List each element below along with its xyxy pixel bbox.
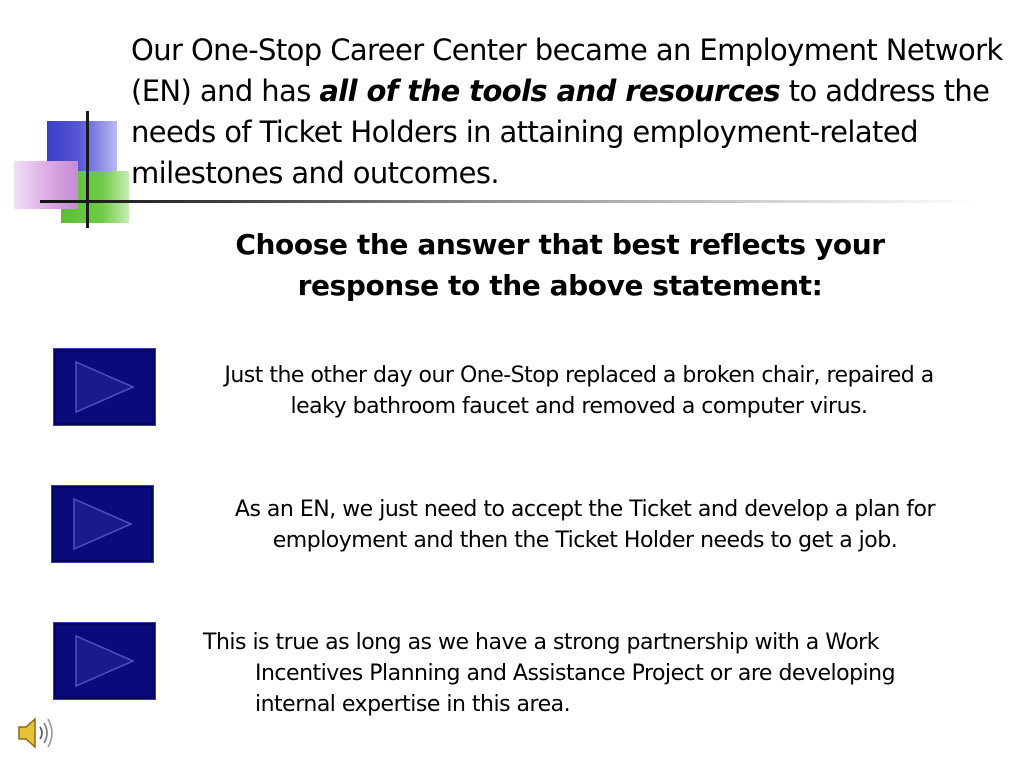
answer-3-button[interactable] <box>53 622 156 700</box>
statement-text-end: to address the needs of Ticket Holders in attaining employment-related milestones and outcomes. <box>131 74 990 190</box>
title-divider-line <box>40 200 980 203</box>
statement-text-start: Our One-Stop Career Center became an Employment Network (EN) and has <box>131 33 1003 108</box>
decor-vertical-line <box>86 111 89 228</box>
answer-3-text: This is true as long as we have a strong partnership with a Work Incentives Planning and Assistance Project or are developing internal expertise in this area. <box>203 630 896 717</box>
play-arrow-icon <box>53 622 156 700</box>
statement-emphasis: all of the tools and resources <box>319 74 781 108</box>
slide-statement <box>131 30 1011 194</box>
play-arrow-icon <box>51 485 154 563</box>
answer-1-text: Just the other day our One-Stop replaced a broken chair, repaired a leaky bathroom faucet and removed a computer virus. <box>224 363 934 419</box>
speaker-icon[interactable] <box>16 715 56 751</box>
answer-2-text: As an EN, we just need to accept the Ticket and develop a plan for employment and then the Ticket Holder needs to get a job. <box>234 497 936 553</box>
question-prompt: Choose the answer that best reflects your response to the above statement: <box>235 228 885 302</box>
answer-1-button[interactable] <box>53 348 156 426</box>
answer-2-button[interactable] <box>51 485 154 563</box>
play-arrow-icon <box>53 348 156 426</box>
